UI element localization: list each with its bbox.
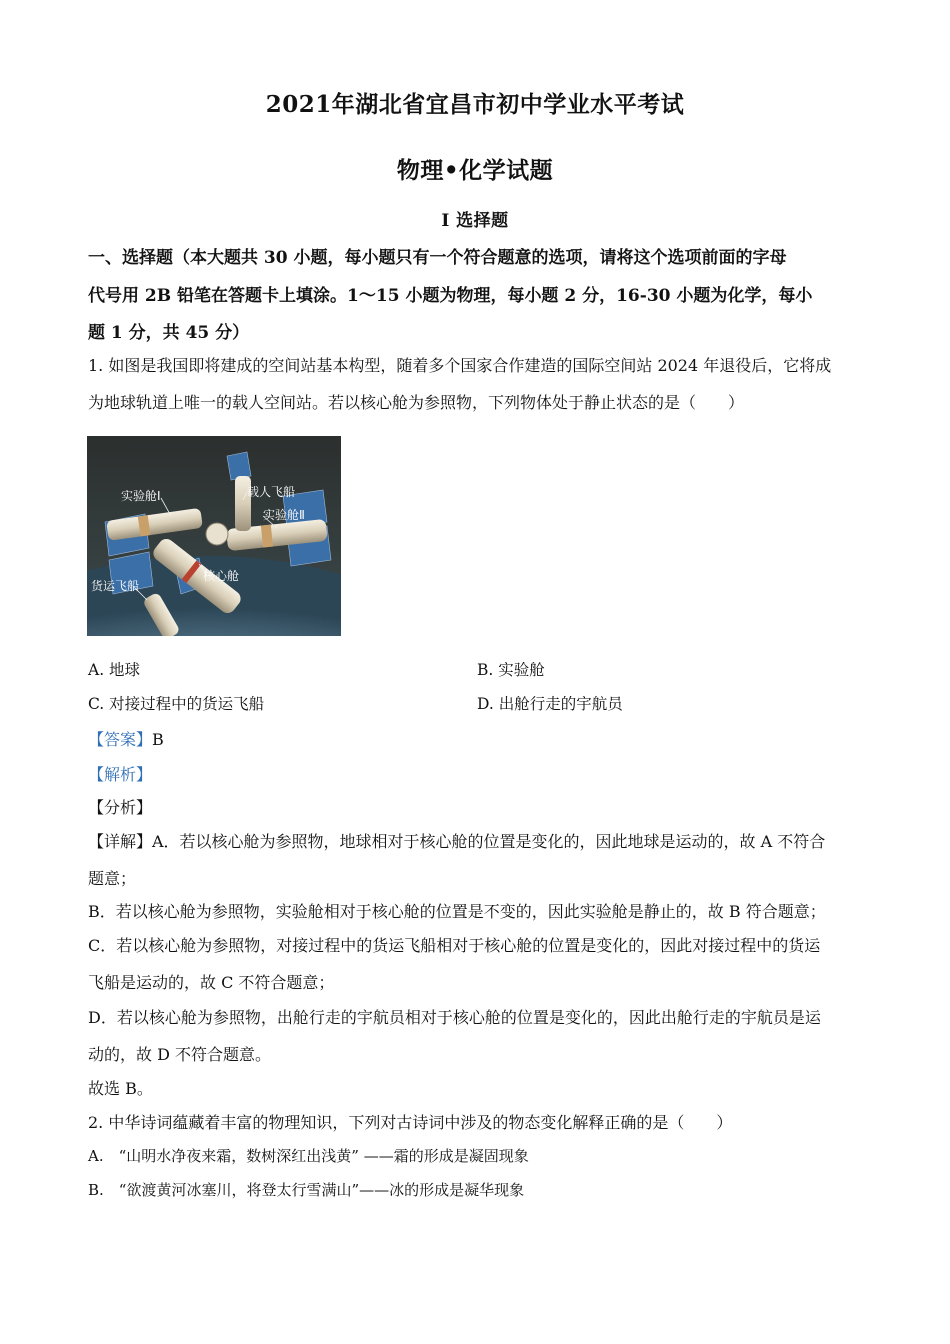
- label-lab-module-2: 实验舱Ⅱ: [263, 508, 305, 522]
- q2-stem: 2. 中华诗词蕴藏着丰富的物理知识，下列对古诗词中涉及的物态变化解释正确的是（ ）: [88, 1113, 733, 1132]
- answer-value: B: [152, 730, 164, 749]
- instructions-line-3: 题 1 分，共 45 分）: [88, 323, 250, 343]
- instructions-line-1: 一、选择题（本大题共 30 小题，每小题只有一个符合题意的选项，请将这个选项前面的字母: [88, 248, 787, 268]
- answer-tag: 【答案】: [88, 730, 153, 749]
- analysis-tag: 【解析】: [88, 765, 153, 784]
- q1-option-c: C. 对接过程中的货运飞船: [88, 695, 265, 713]
- fenxi-tag: 【分析】: [88, 798, 153, 817]
- detail-line-8: 故选 B。: [88, 1079, 153, 1098]
- detail-line-1: 【详解】A．若以核心舱为参照物，地球相对于核心舱的位置是变化的，因此地球是运动的，故 A 不符合: [88, 832, 826, 851]
- detail-line-6: D．若以核心舱为参照物，出舱行走的宇航员相对于核心舱的位置是变化的，因此出舱行走的宇航员是运: [88, 1008, 821, 1027]
- q1-stem-line-2: 为地球轨道上唯一的载人空间站。若以核心舱为参照物，下列物体处于静止状态的是（ ）: [88, 393, 745, 412]
- label-crew-ship: 载人飞船: [247, 485, 296, 499]
- instructions-line-2: 代号用 2B 铅笔在答题卡上填涂。1～15 小题为物理，每小题 2 分，16-30 小题为化学，每小: [88, 286, 813, 306]
- label-lab-module-1: 实验舱Ⅰ: [121, 489, 161, 503]
- q2-option-b: B. “欲渡黄河冰塞川，将登太行雪满山”——冰的形成是凝华现象: [88, 1181, 525, 1199]
- q1-option-d: D. 出舱行走的宇航员: [477, 695, 623, 713]
- detail-line-2: 题意；: [88, 869, 137, 888]
- exam-title: 2021年湖北省宜昌市初中学业水平考试: [265, 91, 685, 118]
- detail-line-4: C．若以核心舱为参照物，对接过程中的货运飞船相对于核心舱的位置是变化的，因此对接过程中的货运: [88, 936, 821, 955]
- detail-line-5: 飞船是运动的，故 C 不符合题意；: [88, 973, 335, 992]
- label-cargo-ship: 货运飞船: [91, 579, 140, 593]
- q1-option-b: B. 实验舱: [477, 661, 545, 679]
- label-core-module: 核心舱: [203, 569, 240, 583]
- q1-answer: [88, 727, 868, 750]
- space-station-figure: [87, 436, 341, 636]
- detail-line-7: 动的，故 D 不符合题意。: [88, 1045, 272, 1064]
- exam-subtitle: 物理•化学试题: [396, 157, 554, 184]
- q1-option-a: A. 地球: [88, 661, 141, 679]
- q2-option-a: A. “山明水净夜来霜，数树深红出浅黄” ——霜的形成是凝固现象: [88, 1147, 529, 1165]
- q1-stem-line-1: 1. 如图是我国即将建成的空间站基本构型，随着多个国家合作建造的国际空间站 2024 年退役后，它将成: [88, 356, 832, 375]
- section-heading: I 选择题: [441, 211, 509, 231]
- detail-line-3: B．若以核心舱为参照物，实验舱相对于核心舱的位置是不变的，因此实验舱是静止的，故 B 符合题意；: [88, 902, 826, 921]
